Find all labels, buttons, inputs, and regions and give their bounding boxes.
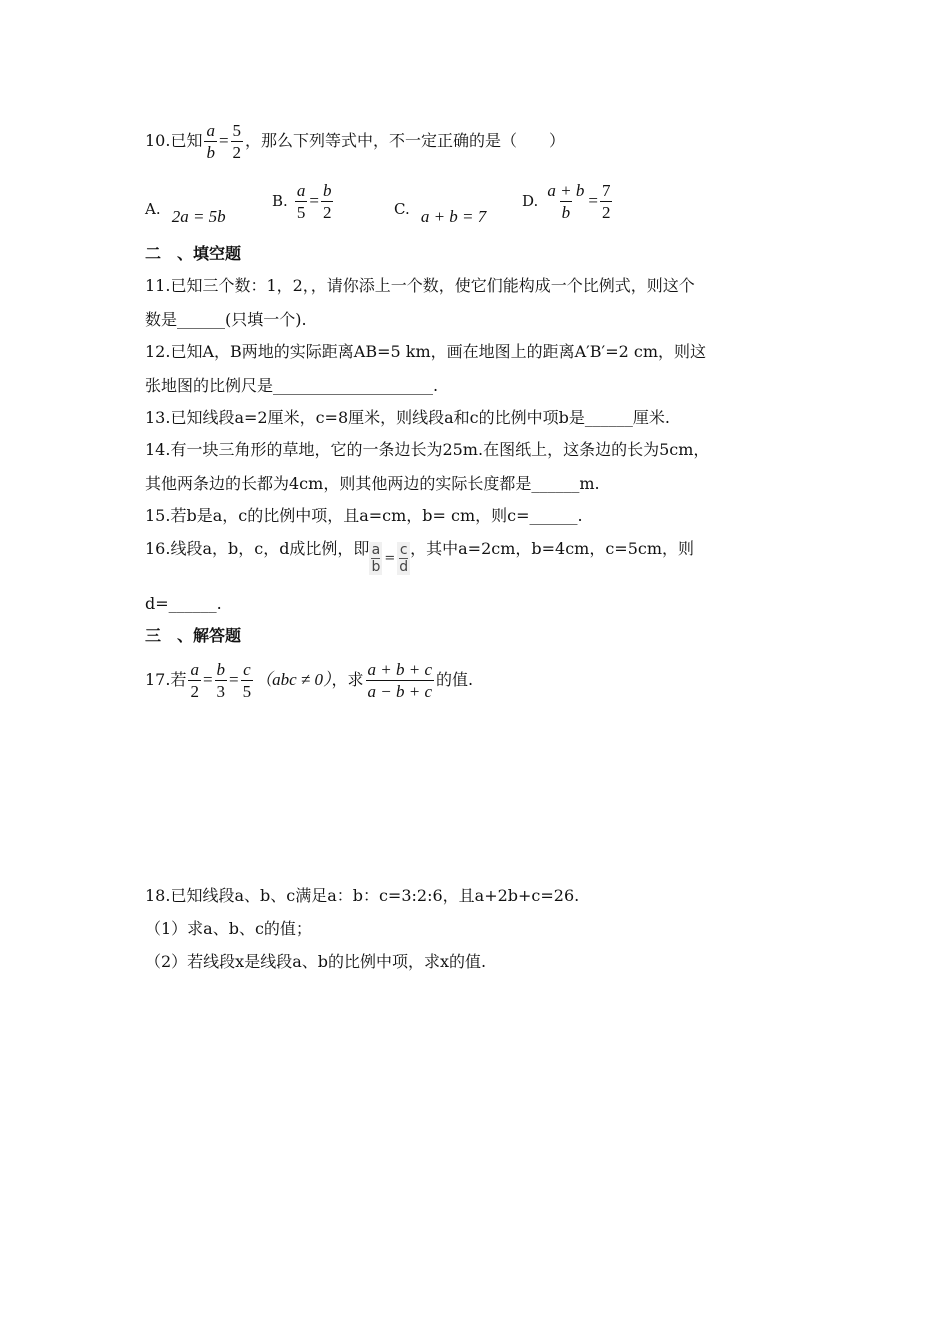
q10-prefix: 10.已知 bbox=[145, 131, 203, 150]
section-heading-solve: 三 、解答题 bbox=[145, 626, 242, 645]
q11-line2: 数是______(只填一个). bbox=[145, 310, 307, 329]
q14-line1: 14.有一块三角形的草地，它的一条边长为25m.在图纸上，这条边的长为5cm， bbox=[145, 440, 710, 459]
q12-line2: 张地图的比例尺是____________________. bbox=[145, 376, 439, 395]
q15-line1: 15.若b是a，c的比例中项，且a=cm，b= cm，则c=______. bbox=[145, 506, 583, 525]
q12-line1: 12.已知A，B两地的实际距离AB=5 km，画在地图上的距离A′B′=2 cm，则这 bbox=[145, 342, 706, 361]
q14-line2: 其他两条边的长都为4cm，则其他两边的实际长度都是______m. bbox=[145, 474, 600, 493]
q10-fraction-5-over-2: $\frac{5}{2}$ bbox=[232, 121, 242, 162]
q10-option-c[interactable]: C. a + b = 7 bbox=[394, 200, 487, 226]
q10-equals: = bbox=[218, 131, 229, 150]
q16-proportion-image: $\frac{a}{b}$ = $\frac{c}{d}$ bbox=[371, 542, 409, 575]
q17-condition: （abc ≠ 0） bbox=[255, 670, 332, 689]
q18-line3: （2）若线段x是线段a、b的比例中项，求x的值. bbox=[145, 952, 487, 971]
q10-option-a[interactable]: A. 2a = 5b bbox=[145, 200, 226, 226]
q11-line1: 11.已知三个数：1，2，，请你添上一个数，使它们能构成一个比例式，则这个 bbox=[145, 276, 695, 295]
q16-line2: d=______. bbox=[145, 594, 222, 613]
q10-option-d[interactable]: D. $\frac{a + b}{b}$ = $\frac{7}{2}$ bbox=[522, 181, 611, 222]
section-heading-fill-in: 二 、填空题 bbox=[145, 244, 242, 263]
q13-line1: 13.已知线段a=2厘米，c=8厘米，则线段a和c的比例中项b是______厘米. bbox=[145, 408, 670, 427]
q17-target-fraction: $\frac{a + b + c}{a - b + c}$ bbox=[367, 660, 433, 701]
q16-line1: 16.线段a，b，c，d成比例，即 $\frac{a}{b}$ = $\frac{c}{d}$ ，其中a=2cm，b=4cm，c=5cm，则 bbox=[145, 539, 695, 575]
q18-line1: 18.已知线段a、b、c满足a：b：c=3:2:6，且a+2b+c=26. bbox=[145, 886, 580, 905]
q10-suffix: ，那么下列等式中，不一定正确的是（ ） bbox=[245, 131, 566, 150]
q10-option-b[interactable]: B. $\frac{a}{5}$ = $\frac{b}{2}$ bbox=[272, 181, 332, 222]
q18-line2: （1）求a、b、c的值； bbox=[145, 919, 312, 938]
q17-stem: 17.若 $\frac{a}{2}$ = $\frac{b}{3}$ = $\frac{c}{5}$ （abc ≠ 0），求 $\frac{a + b + c}{a - b + c}$ 的值. bbox=[145, 660, 474, 701]
q10-stem bbox=[145, 122, 565, 161]
q10-fraction-a-over-b: $\frac{a}{b}$ bbox=[206, 121, 215, 162]
